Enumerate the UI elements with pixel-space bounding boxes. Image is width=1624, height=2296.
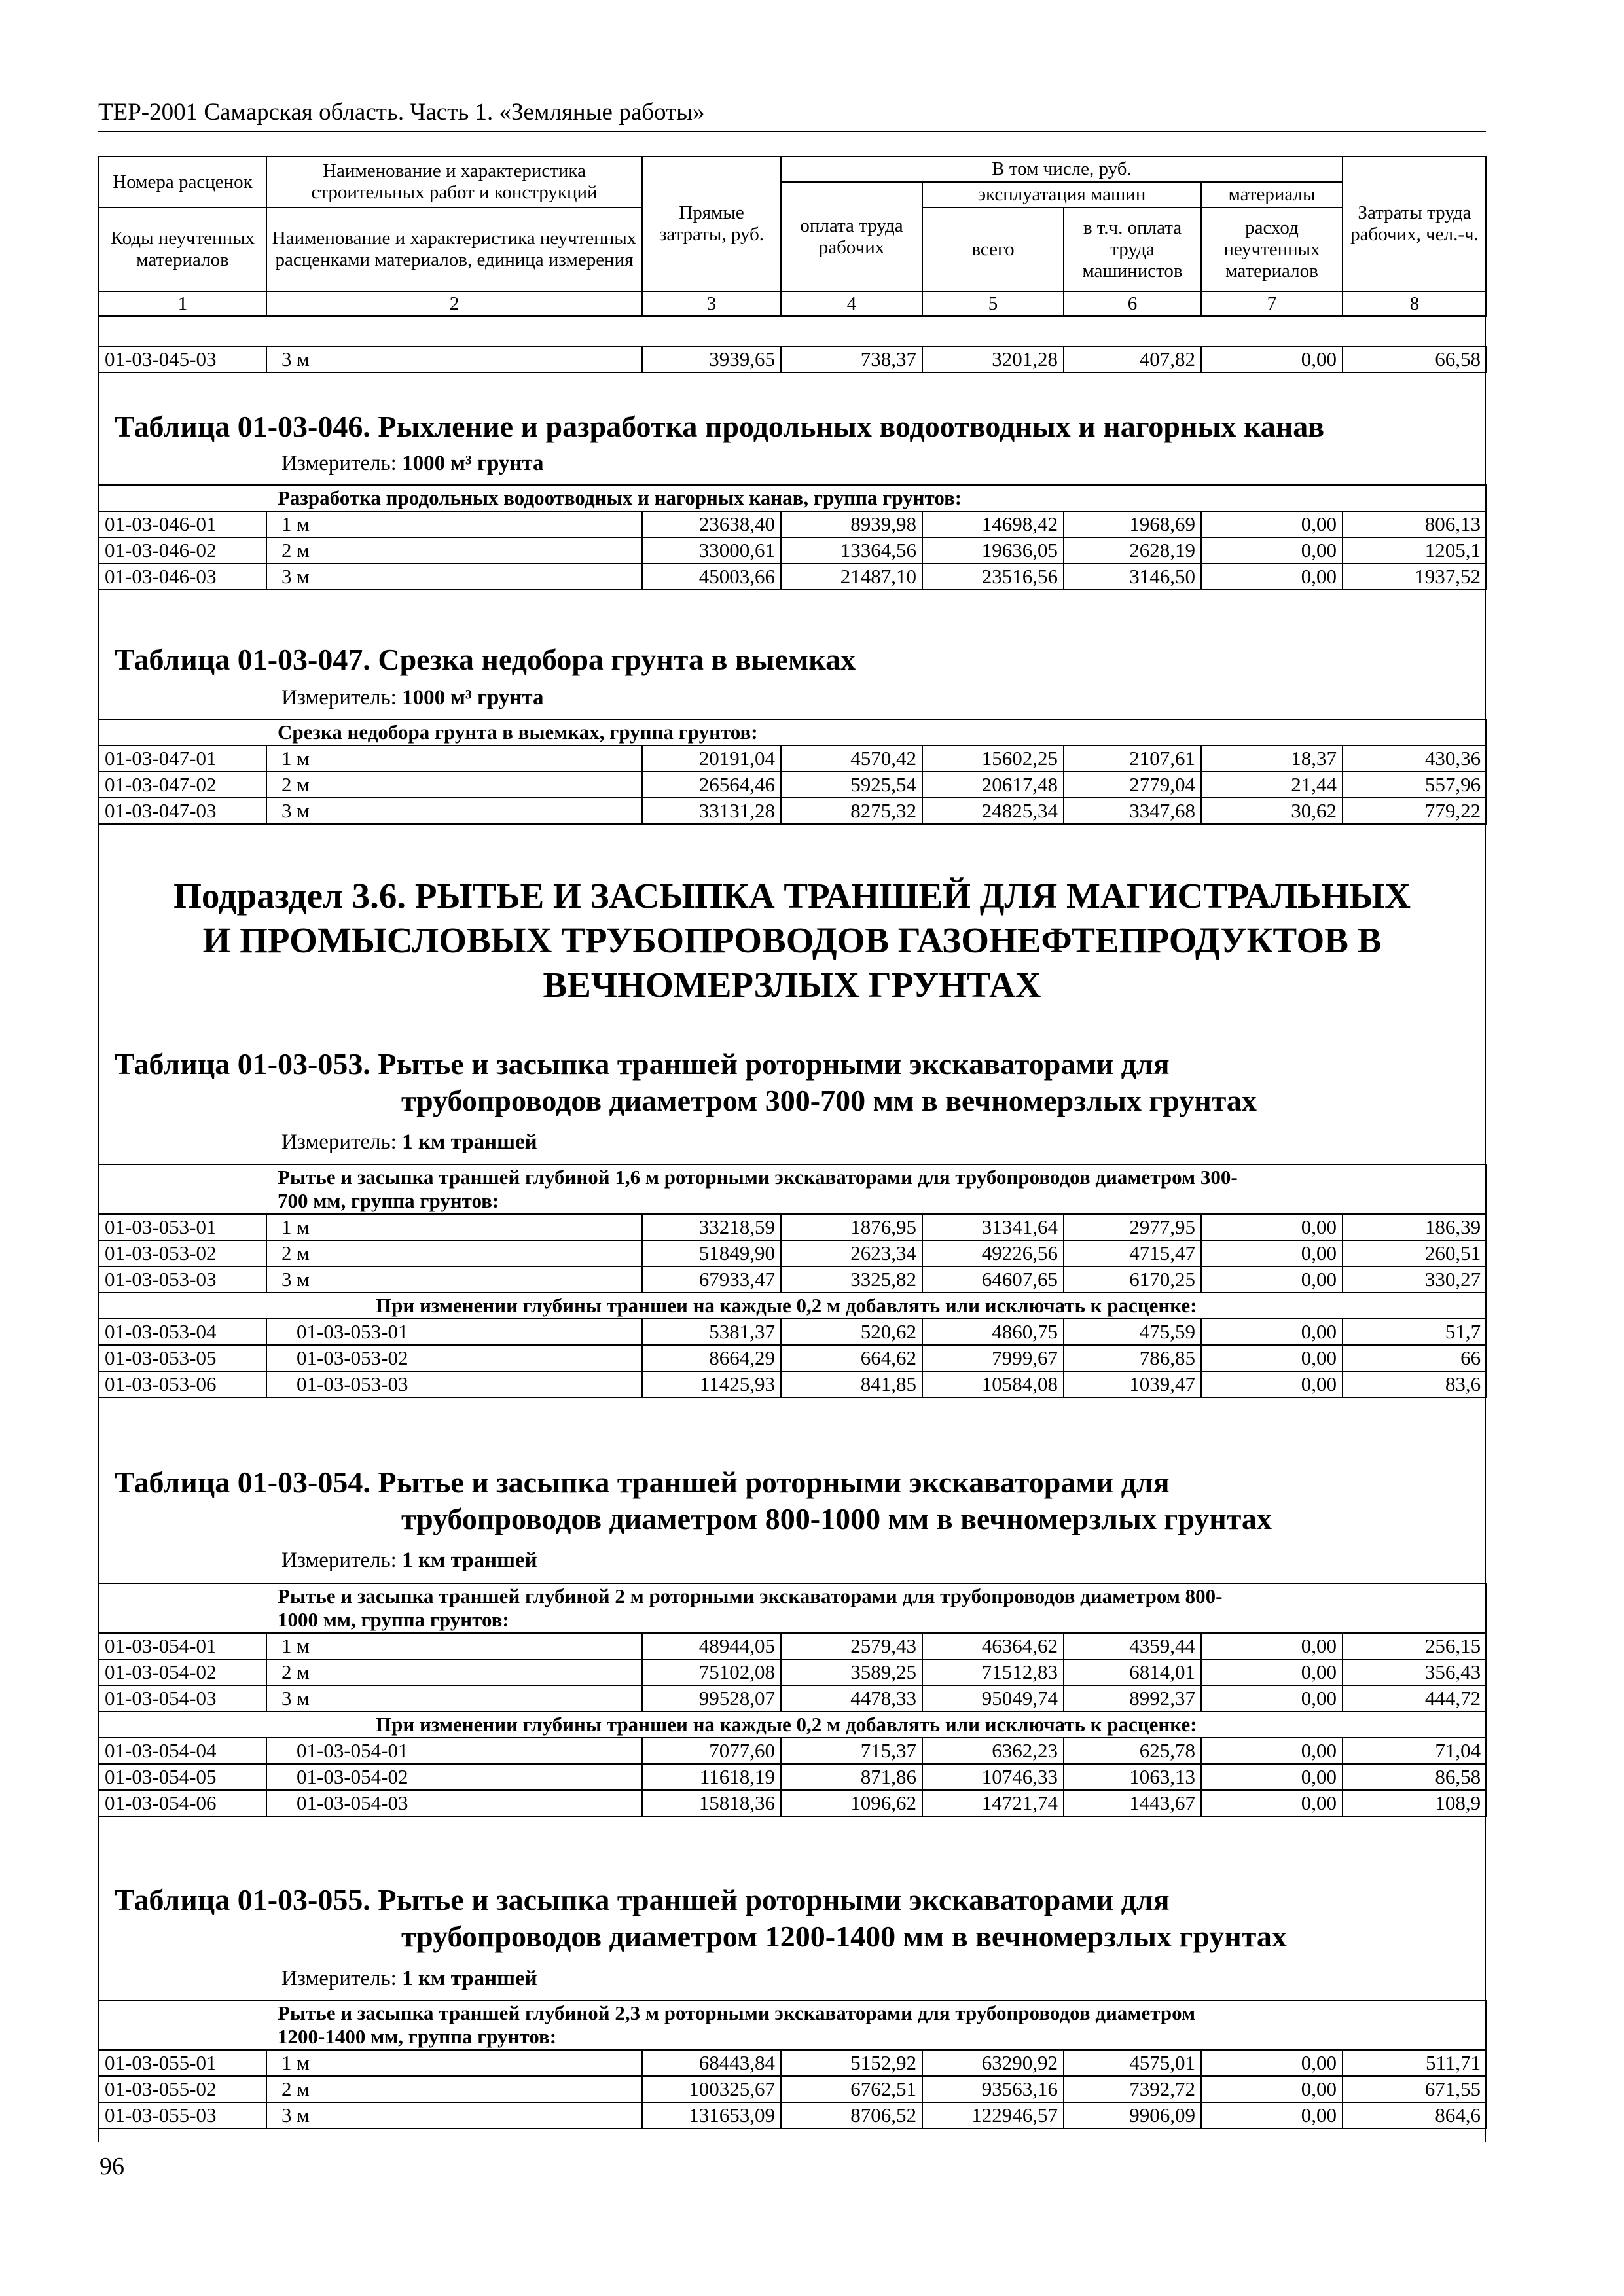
cell: 01-03-046-02 <box>99 537 266 564</box>
cell: 01-03-054-02 <box>266 1764 642 1790</box>
table-row <box>99 1790 1487 1816</box>
header-direct-costs: Прямые затраты, руб. <box>642 156 781 291</box>
cell: 3 м <box>266 2102 642 2128</box>
cell: 557,96 <box>1343 772 1487 798</box>
cell: 01-03-053-04 <box>99 1319 266 1345</box>
title-line: трубопроводов диаметром 1200-1400 мм в вечномерзлых грунтах <box>401 1920 1287 1953</box>
cell: 671,55 <box>1343 2076 1487 2102</box>
cell: 806,13 <box>1343 511 1487 537</box>
cell: 0,00 <box>1201 1345 1343 1371</box>
cell: 01-03-047-01 <box>99 745 266 772</box>
cell: 2623,34 <box>781 1240 922 1266</box>
group-label <box>99 1583 1487 1633</box>
group-label: Разработка продольных водоотводных и нагорных канав, группа грунтов: <box>99 485 1487 511</box>
header-materials-unaccounted: расход неучтенных материалов <box>1201 207 1343 291</box>
header-codes-top: Номера расценок <box>99 156 266 207</box>
table-row <box>99 2076 1487 2102</box>
cell: 864,6 <box>1343 2102 1487 2128</box>
cell: 01-03-046-03 <box>99 564 266 590</box>
table-045-tail <box>98 346 1487 373</box>
cell: 01-03-054-04 <box>99 1738 266 1764</box>
table-047 <box>98 719 1487 825</box>
cell: 2977,95 <box>1064 1214 1201 1240</box>
table-046 <box>98 484 1487 590</box>
col-index: 6 <box>1064 291 1201 316</box>
cell: 63290,92 <box>922 2050 1064 2076</box>
cell: 1096,62 <box>781 1790 922 1816</box>
cell: 24825,34 <box>922 798 1064 824</box>
cell: 01-03-054-03 <box>266 1790 642 1816</box>
group-row <box>99 1293 1487 1319</box>
measure-label: Измеритель: <box>281 1549 397 1572</box>
cell: 01-03-053-01 <box>99 1214 266 1240</box>
group-line: 1000 мм, группа грунтов: <box>278 1608 509 1631</box>
measure-label: Измеритель: <box>281 686 397 709</box>
cell: 3325,82 <box>781 1266 922 1293</box>
cell: 0,00 <box>1201 511 1343 537</box>
cell: 4715,47 <box>1064 1240 1201 1266</box>
cell: 51849,90 <box>642 1240 781 1266</box>
group-label: При изменении глубины траншеи на каждые 0,2 м добавлять или исключать к расценке: <box>99 1712 1487 1738</box>
table-row <box>99 2050 1487 2076</box>
cell: 1443,67 <box>1064 1790 1201 1816</box>
cell: 48944,05 <box>642 1633 781 1659</box>
cell: 2 м <box>266 772 642 798</box>
subsection-heading <box>98 874 1486 1007</box>
measure-value: 1 км траншей <box>402 1549 537 1572</box>
subsection-line: ВЕЧНОМЕРЗЛЫХ ГРУНТАХ <box>543 965 1041 1005</box>
cell: 23516,56 <box>922 564 1064 590</box>
cell: 0,00 <box>1201 537 1343 564</box>
col-index: 1 <box>99 291 266 316</box>
cell: 4359,44 <box>1064 1633 1201 1659</box>
frame-right-border <box>1485 156 1486 2142</box>
cell: 13364,56 <box>781 537 922 564</box>
cell: 01-03-054-01 <box>266 1738 642 1764</box>
title-line: трубопроводов диаметром 300-700 мм в вечномерзлых грунтах <box>401 1084 1257 1117</box>
cell: 3589,25 <box>781 1659 922 1685</box>
col-index: 5 <box>922 291 1064 316</box>
cell: 49226,56 <box>922 1240 1064 1266</box>
cell: 1063,13 <box>1064 1764 1201 1790</box>
header-name-top: Наименование и характеристика строительных работ и конструкций <box>266 156 642 207</box>
group-line: Рытье и засыпка траншей глубиной 2,3 м роторными экскаваторами для трубопроводов диаметром <box>278 2001 1196 2024</box>
cell: 01-03-046-01 <box>99 511 266 537</box>
cell: 0,00 <box>1201 1266 1343 1293</box>
col-index: 3 <box>642 291 781 316</box>
cell: 0,00 <box>1201 1319 1343 1345</box>
cell: 01-03-055-01 <box>99 2050 266 2076</box>
cell: 6170,25 <box>1064 1266 1201 1293</box>
cell: 0,00 <box>1201 346 1343 372</box>
cell: 520,62 <box>781 1319 922 1345</box>
cell: 33131,28 <box>642 798 781 824</box>
title-line: Таблица 01-03-053. Рытье и засыпка траншей роторными экскаваторами для <box>115 1047 1170 1081</box>
cell: 1968,69 <box>1064 511 1201 537</box>
table-055-measure <box>281 1967 537 1991</box>
cell: 0,00 <box>1201 564 1343 590</box>
cell: 186,39 <box>1343 1214 1487 1240</box>
cell: 779,22 <box>1343 798 1487 824</box>
cell: 786,85 <box>1064 1345 1201 1371</box>
table-row <box>99 1345 1487 1371</box>
cell: 625,78 <box>1064 1738 1201 1764</box>
cell: 23638,40 <box>642 511 781 537</box>
cell: 4860,75 <box>922 1319 1064 1345</box>
cell: 66,58 <box>1343 346 1487 372</box>
cell: 3201,28 <box>922 346 1064 372</box>
cell: 01-03-053-03 <box>266 1371 642 1397</box>
table-053 <box>98 1164 1487 1398</box>
header-machinists-pay: в т.ч. оплата труда машинистов <box>1064 207 1201 291</box>
cell: 8275,32 <box>781 798 922 824</box>
col-index: 8 <box>1343 291 1487 316</box>
group-line: Рытье и засыпка траншей глубиной 1,6 м роторными экскаваторами для трубопроводов диаметром 300- <box>278 1166 1238 1189</box>
cell: 33000,61 <box>642 537 781 564</box>
cell: 01-03-054-06 <box>99 1790 266 1816</box>
cell: 26564,46 <box>642 772 781 798</box>
header-including: В том числе, руб. <box>781 156 1343 182</box>
cell: 0,00 <box>1201 1371 1343 1397</box>
table-row <box>99 745 1487 772</box>
cell: 664,62 <box>781 1345 922 1371</box>
table-row <box>99 2102 1487 2128</box>
cell: 1 м <box>266 1633 642 1659</box>
cell: 14721,74 <box>922 1790 1064 1816</box>
header-labor-pay: оплата труда рабочих <box>781 182 922 291</box>
cell: 1205,1 <box>1343 537 1487 564</box>
group-line: 1200-1400 мм, группа грунтов: <box>278 2025 557 2048</box>
group-label <box>99 1164 1487 1214</box>
frame-left-border <box>98 156 99 2142</box>
cell: 3347,68 <box>1064 798 1201 824</box>
cell: 0,00 <box>1201 1214 1343 1240</box>
group-row <box>99 485 1487 511</box>
header-unaccounted-names: Наименование и характеристика неучтенных расценками материалов, единица измерения <box>266 207 642 291</box>
cell: 7392,72 <box>1064 2076 1201 2102</box>
cell: 30,62 <box>1201 798 1343 824</box>
cell: 715,37 <box>781 1738 922 1764</box>
cell: 8939,98 <box>781 511 922 537</box>
title-line: Таблица 01-03-054. Рытье и засыпка траншей роторными экскаваторами для <box>115 1465 1170 1499</box>
cell: 75102,08 <box>642 1659 781 1685</box>
cell: 2779,04 <box>1064 772 1201 798</box>
header-machines-total: всего <box>922 207 1064 291</box>
cell: 01-03-054-05 <box>99 1764 266 1790</box>
cell: 8664,29 <box>642 1345 781 1371</box>
cell: 1876,95 <box>781 1214 922 1240</box>
cell: 3 м <box>266 1685 642 1712</box>
cell: 33218,59 <box>642 1214 781 1240</box>
table-046-measure <box>281 452 544 476</box>
table-row <box>99 1764 1487 1790</box>
table-047-measure <box>281 686 544 710</box>
table-row <box>99 1685 1487 1712</box>
cell: 122946,57 <box>922 2102 1064 2128</box>
cell: 430,36 <box>1343 745 1487 772</box>
header-rule <box>98 131 1486 132</box>
cell: 3 м <box>266 1266 642 1293</box>
cell: 11618,19 <box>642 1764 781 1790</box>
cell: 511,71 <box>1343 2050 1487 2076</box>
cell: 46364,62 <box>922 1633 1064 1659</box>
cell: 3 м <box>266 346 642 372</box>
subsection-line: И ПРОМЫСЛОВЫХ ТРУБОПРОВОДОВ ГАЗОНЕФТЕПРОДУКТОВ В <box>202 920 1382 960</box>
header-unaccounted-codes: Коды неучтенных материалов <box>99 207 266 291</box>
table-row <box>99 1659 1487 1685</box>
cell: 01-03-053-02 <box>99 1240 266 1266</box>
cell: 99528,07 <box>642 1685 781 1712</box>
cell: 20191,04 <box>642 745 781 772</box>
group-row <box>99 1583 1487 1633</box>
cell: 3939,65 <box>642 346 781 372</box>
cell: 1 м <box>266 511 642 537</box>
cell: 0,00 <box>1201 1764 1343 1790</box>
table-row <box>99 1240 1487 1266</box>
cell: 01-03-045-03 <box>99 346 266 372</box>
cell: 1 м <box>266 745 642 772</box>
group-row <box>99 719 1487 745</box>
cell: 86,58 <box>1343 1764 1487 1790</box>
cell: 100325,67 <box>642 2076 781 2102</box>
table-055 <box>98 2000 1487 2129</box>
cell: 4570,42 <box>781 745 922 772</box>
cell: 0,00 <box>1201 1240 1343 1266</box>
cell: 2 м <box>266 2076 642 2102</box>
table-054-title <box>115 1464 1272 1537</box>
table-row <box>99 537 1487 564</box>
table-row <box>99 564 1487 590</box>
cell: 260,51 <box>1343 1240 1487 1266</box>
cell: 0,00 <box>1201 1738 1343 1764</box>
cell: 10746,33 <box>922 1764 1064 1790</box>
cell: 0,00 <box>1201 2076 1343 2102</box>
cell: 356,43 <box>1343 1659 1487 1685</box>
cell: 0,00 <box>1201 2050 1343 2076</box>
measure-label: Измеритель: <box>281 1130 397 1154</box>
cell: 1 м <box>266 2050 642 2076</box>
cell: 5925,54 <box>781 772 922 798</box>
cell: 10584,08 <box>922 1371 1064 1397</box>
group-line: Рытье и засыпка траншей глубиной 2 м роторными экскаваторами для трубопроводов диаметром 800- <box>278 1585 1223 1607</box>
table-053-title <box>115 1046 1257 1119</box>
group-row <box>99 2000 1487 2050</box>
cell: 2 м <box>266 1240 642 1266</box>
cell: 83,6 <box>1343 1371 1487 1397</box>
header-machines: эксплуатация машин <box>922 182 1201 207</box>
cell: 01-03-054-02 <box>99 1659 266 1685</box>
table-row <box>99 1214 1487 1240</box>
cell: 3 м <box>266 798 642 824</box>
cell: 330,27 <box>1343 1266 1487 1293</box>
cell: 2579,43 <box>781 1633 922 1659</box>
cell: 01-03-053-05 <box>99 1345 266 1371</box>
cell: 6762,51 <box>781 2076 922 2102</box>
cell: 11425,93 <box>642 1371 781 1397</box>
cell: 51,7 <box>1343 1319 1487 1345</box>
cell: 407,82 <box>1064 346 1201 372</box>
table-row <box>99 346 1487 372</box>
cell: 93563,16 <box>922 2076 1064 2102</box>
cell: 0,00 <box>1201 2102 1343 2128</box>
cell: 01-03-054-01 <box>99 1633 266 1659</box>
cell: 2 м <box>266 537 642 564</box>
group-row <box>99 1164 1487 1214</box>
measure-value: 1 км траншей <box>402 1967 537 1990</box>
cell: 15602,25 <box>922 745 1064 772</box>
cell: 1937,52 <box>1343 564 1487 590</box>
cell: 2 м <box>266 1659 642 1685</box>
cell: 71,04 <box>1343 1738 1487 1764</box>
cell: 108,9 <box>1343 1790 1487 1816</box>
cell: 7077,60 <box>642 1738 781 1764</box>
measure-label: Измеритель: <box>281 1967 397 1990</box>
group-label: При изменении глубины траншеи на каждые 0,2 м добавлять или исключать к расценке: <box>99 1293 1487 1319</box>
table-054-measure <box>281 1549 537 1573</box>
cell: 01-03-047-03 <box>99 798 266 824</box>
cell: 475,59 <box>1064 1319 1201 1345</box>
cell: 64607,65 <box>922 1266 1064 1293</box>
cell: 444,72 <box>1343 1685 1487 1712</box>
cell: 2107,61 <box>1064 745 1201 772</box>
cell: 31341,64 <box>922 1214 1064 1240</box>
cell: 01-03-053-02 <box>266 1345 642 1371</box>
cell: 0,00 <box>1201 1633 1343 1659</box>
column-header-table <box>98 156 1487 317</box>
table-055-title <box>115 1882 1287 1955</box>
table-row <box>99 1371 1487 1397</box>
cell: 01-03-055-02 <box>99 2076 266 2102</box>
cell: 871,86 <box>781 1764 922 1790</box>
cell: 01-03-054-03 <box>99 1685 266 1712</box>
header-labor-costs: Затраты труда рабочих, чел.-ч. <box>1343 156 1487 291</box>
cell: 0,00 <box>1201 1659 1343 1685</box>
group-row <box>99 1712 1487 1738</box>
col-index: 4 <box>781 291 922 316</box>
cell: 01-03-053-01 <box>266 1319 642 1345</box>
title-line: Таблица 01-03-055. Рытье и засыпка траншей роторными экскаваторами для <box>115 1883 1170 1916</box>
table-row <box>99 798 1487 824</box>
group-label <box>99 2000 1487 2050</box>
cell: 6814,01 <box>1064 1659 1201 1685</box>
group-line: 700 мм, группа грунтов: <box>278 1189 499 1212</box>
cell: 3146,50 <box>1064 564 1201 590</box>
cell: 5381,37 <box>642 1319 781 1345</box>
cell: 18,37 <box>1201 745 1343 772</box>
cell: 01-03-053-06 <box>99 1371 266 1397</box>
cell: 67933,47 <box>642 1266 781 1293</box>
subsection-line: Подраздел 3.6. РЫТЬЕ И ЗАСЫПКА ТРАНШЕЙ ДЛЯ МАГИСТРАЛЬНЫХ <box>173 876 1411 916</box>
cell: 15818,36 <box>642 1790 781 1816</box>
cell: 0,00 <box>1201 1685 1343 1712</box>
group-label: Срезка недобора грунта в выемках, группа грунтов: <box>99 719 1487 745</box>
title-line: трубопроводов диаметром 800-1000 мм в вечномерзлых грунтах <box>401 1502 1272 1535</box>
cell: 45003,66 <box>642 564 781 590</box>
col-index: 2 <box>266 291 642 316</box>
table-row <box>99 772 1487 798</box>
cell: 01-03-055-03 <box>99 2102 266 2128</box>
cell: 738,37 <box>781 346 922 372</box>
cell: 71512,83 <box>922 1659 1064 1685</box>
cell: 4575,01 <box>1064 2050 1201 2076</box>
cell: 01-03-047-02 <box>99 772 266 798</box>
cell: 19636,05 <box>922 537 1064 564</box>
cell: 9906,09 <box>1064 2102 1201 2128</box>
cell: 1039,47 <box>1064 1371 1201 1397</box>
cell: 4478,33 <box>781 1685 922 1712</box>
table-row <box>99 1633 1487 1659</box>
page-number: 96 <box>99 2153 124 2180</box>
table-row <box>99 1319 1487 1345</box>
header-materials: материалы <box>1201 182 1343 207</box>
cell: 66 <box>1343 1345 1487 1371</box>
table-046-title: Таблица 01-03-046. Рыхление и разработка продольных водоотводных и нагорных канав <box>115 410 1325 443</box>
table-053-measure <box>281 1130 537 1155</box>
cell: 0,00 <box>1201 1790 1343 1816</box>
table-row <box>99 1266 1487 1293</box>
cell: 21487,10 <box>781 564 922 590</box>
measure-value: 1000 м³ грунта <box>402 686 544 709</box>
cell: 7999,67 <box>922 1345 1064 1371</box>
cell: 841,85 <box>781 1371 922 1397</box>
cell: 131653,09 <box>642 2102 781 2128</box>
cell: 14698,42 <box>922 511 1064 537</box>
cell: 21,44 <box>1201 772 1343 798</box>
measure-label: Измеритель: <box>281 452 397 475</box>
measure-value: 1 км траншей <box>402 1130 537 1154</box>
cell: 5152,92 <box>781 2050 922 2076</box>
cell: 2628,19 <box>1064 537 1201 564</box>
cell: 8992,37 <box>1064 1685 1201 1712</box>
cell: 3 м <box>266 564 642 590</box>
table-054 <box>98 1583 1487 1817</box>
cell: 8706,52 <box>781 2102 922 2128</box>
table-row <box>99 1738 1487 1764</box>
cell: 95049,74 <box>922 1685 1064 1712</box>
cell: 1 м <box>266 1214 642 1240</box>
col-index: 7 <box>1201 291 1343 316</box>
table-047-title: Таблица 01-03-047. Срезка недобора грунта в выемках <box>115 643 856 676</box>
table-row <box>99 511 1487 537</box>
cell: 68443,84 <box>642 2050 781 2076</box>
cell: 01-03-053-03 <box>99 1266 266 1293</box>
cell: 6362,23 <box>922 1738 1064 1764</box>
running-header: ТЕР-2001 Самарская область. Часть 1. «Земляные работы» <box>98 99 705 126</box>
cell: 256,15 <box>1343 1633 1487 1659</box>
measure-value: 1000 м³ грунта <box>402 452 544 475</box>
cell: 20617,48 <box>922 772 1064 798</box>
